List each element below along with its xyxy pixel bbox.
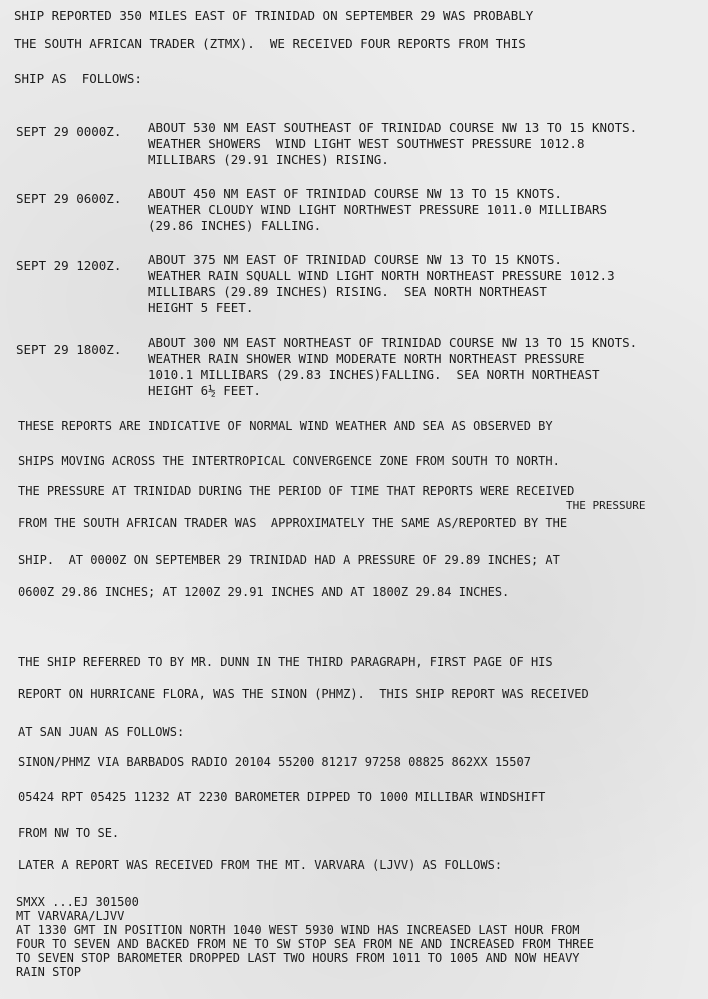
message-line: RAIN STOP	[16, 965, 82, 979]
message-line: FOUR TO SEVEN AND BACKED FROM NE TO SW STOP SEA FROM NE AND INCREASED FROM THREE	[16, 937, 594, 951]
report-line: ABOUT 450 NM EAST OF TRINIDAD COURSE NW 13 TO 15 KNOTS.	[148, 186, 562, 201]
message-line: MT VARVARA/LJVV	[16, 909, 125, 923]
message-line: TO SEVEN STOP BAROMETER DROPPED LAST TWO HOURS FROM 1011 TO 1005 AND NOW HEAVY	[16, 951, 580, 965]
paragraph-line: 0600Z 29.86 INCHES; AT 1200Z 29.91 INCHES AND AT 1800Z 29.84 INCHES.	[18, 585, 510, 599]
paragraph-line: 05424 RPT 05425 11232 AT 2230 BAROMETER DIPPED TO 1000 MILLIBAR WINDSHIFT	[18, 790, 546, 804]
paragraph-line: FROM NW TO SE.	[18, 826, 120, 840]
handwritten-insertion: THE PRESSURE	[566, 499, 646, 512]
message-line: SMXX ...EJ 301500	[16, 895, 139, 909]
report-date: SEPT 29 0000Z.	[16, 124, 122, 139]
report-date: SEPT 29 1800Z.	[16, 342, 122, 357]
paragraph-line: THE SHIP REFERRED TO BY MR. DUNN IN THE THIRD PARAGRAPH, FIRST PAGE OF HIS	[18, 655, 553, 669]
paragraph-line: REPORT ON HURRICANE FLORA, WAS THE SINON (PHMZ). THIS SHIP REPORT WAS RECEIVED	[18, 687, 589, 701]
report-date: SEPT 29 1200Z.	[16, 258, 122, 273]
message-line: AT 1330 GMT IN POSITION NORTH 1040 WEST 5930 WIND HAS INCREASED LAST HOUR FROM	[16, 923, 580, 937]
report-line: 1010.1 MILLIBARS (29.83 INCHES)FALLING. SEA NORTH NORTHEAST	[148, 367, 600, 382]
report-line: ABOUT 300 NM EAST NORTHEAST OF TRINIDAD COURSE NW 13 TO 15 KNOTS.	[148, 335, 638, 350]
paragraph-line: THE PRESSURE AT TRINIDAD DURING THE PERIOD OF TIME THAT REPORTS WERE RECEIVED	[18, 484, 575, 498]
report-line: ABOUT 375 NM EAST OF TRINIDAD COURSE NW 13 TO 15 KNOTS.	[148, 252, 562, 267]
intro-line: THE SOUTH AFRICAN TRADER (ZTMX). WE RECEIVED FOUR REPORTS FROM THIS	[14, 36, 526, 51]
paragraph-line: SINON/PHMZ VIA BARBADOS RADIO 20104 55200 81217 97258 08825 862XX 15507	[18, 755, 531, 769]
report-line: MILLIBARS (29.89 INCHES) RISING. SEA NORTH NORTHEAST	[148, 284, 547, 299]
paragraph-line: SHIP. AT 0000Z ON SEPTEMBER 29 TRINIDAD HAD A PRESSURE OF 29.89 INCHES; AT	[18, 553, 560, 567]
paragraph-line: THESE REPORTS ARE INDICATIVE OF NORMAL WIND WEATHER AND SEA AS OBSERVED BY	[18, 419, 553, 433]
paragraph-line: AT SAN JUAN AS FOLLOWS:	[18, 725, 185, 739]
report-line: (29.86 INCHES) FALLING.	[148, 218, 322, 233]
paragraph-line: LATER A REPORT WAS RECEIVED FROM THE MT. VARVARA (LJVV) AS FOLLOWS:	[18, 858, 503, 872]
paragraph-line: FROM THE SOUTH AFRICAN TRADER WAS APPROXIMATELY THE SAME AS/REPORTED BY THE	[18, 516, 568, 530]
report-line: MILLIBARS (29.91 INCHES) RISING.	[148, 152, 389, 167]
paragraph-line: SHIPS MOVING ACROSS THE INTERTROPICAL CONVERGENCE ZONE FROM SOUTH TO NORTH.	[18, 454, 560, 468]
report-line: WEATHER RAIN SHOWER WIND MODERATE NORTH NORTHEAST PRESSURE	[148, 351, 585, 366]
report-line: HEIGHT 5 FEET.	[148, 300, 254, 315]
report-line: WEATHER SHOWERS WIND LIGHT WEST SOUTHWEST PRESSURE 1012.8	[148, 136, 585, 151]
report-line: WEATHER CLOUDY WIND LIGHT NORTHWEST PRESSURE 1011.0 MILLIBARS	[148, 202, 608, 217]
report-line: HEIGHT 6½ FEET.	[148, 383, 261, 398]
intro-line: SHIP AS FOLLOWS:	[14, 71, 142, 86]
report-line: WEATHER RAIN SQUALL WIND LIGHT NORTH NORTHEAST PRESSURE 1012.3	[148, 268, 615, 283]
report-line: ABOUT 530 NM EAST SOUTHEAST OF TRINIDAD COURSE NW 13 TO 15 KNOTS.	[148, 120, 638, 135]
report-date: SEPT 29 0600Z.	[16, 191, 122, 206]
intro-line: SHIP REPORTED 350 MILES EAST OF TRINIDAD ON SEPTEMBER 29 WAS PROBABLY	[14, 8, 534, 23]
